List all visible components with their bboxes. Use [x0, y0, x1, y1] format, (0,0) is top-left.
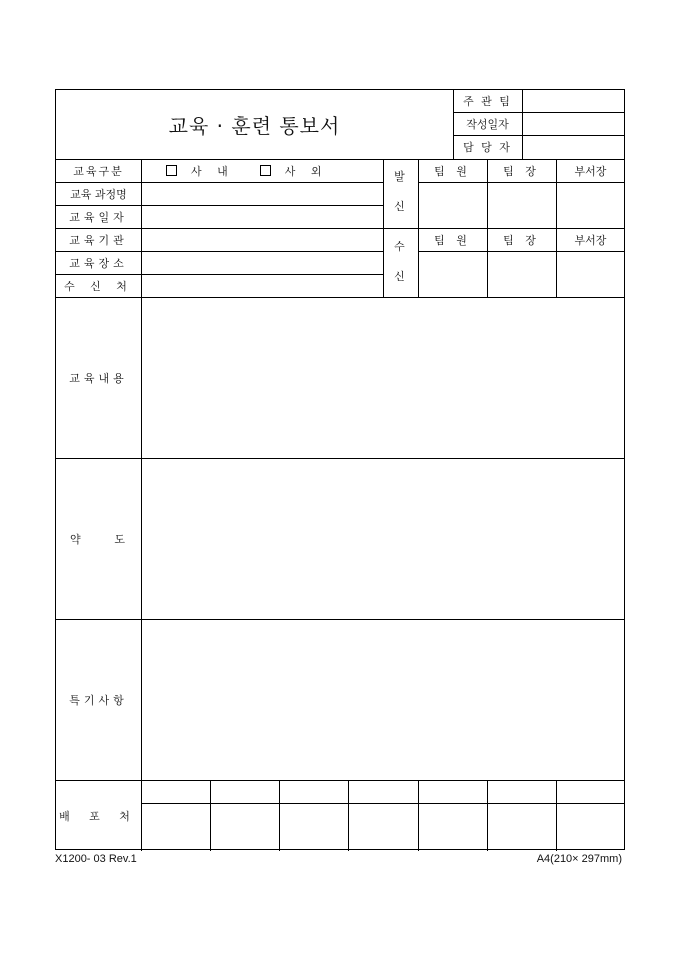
- header-label-team: 주 관 팀: [463, 95, 512, 108]
- send-col-member: 팀 원: [434, 164, 471, 178]
- receive-label-1: 수: [394, 240, 407, 253]
- divider: [56, 780, 625, 781]
- place-input[interactable]: [142, 252, 383, 274]
- label-map-1: 약: [70, 532, 83, 546]
- label-notes: 특기사항: [69, 693, 128, 707]
- label-date: 교육일자: [69, 210, 128, 224]
- date-input[interactable]: [142, 206, 383, 228]
- label-course: 교육 과정명: [70, 187, 127, 201]
- receive-col-member: 팀 원: [434, 233, 471, 247]
- header-label-manager: 담 당 자: [463, 141, 512, 154]
- divider: [556, 780, 557, 851]
- send-label-2: 신: [394, 200, 407, 213]
- send-col-leader: 팀 장: [503, 164, 540, 178]
- training-notice-form: [55, 89, 625, 850]
- institution-input[interactable]: [142, 229, 383, 251]
- receive-sign-member[interactable]: [419, 252, 487, 297]
- checkbox-internal[interactable]: [166, 165, 177, 176]
- send-label-1: 발: [394, 170, 407, 183]
- divider: [141, 803, 625, 804]
- label-distribution: 배 포 처: [59, 809, 138, 823]
- divider: [279, 780, 280, 851]
- label-institution: 교육기관: [69, 233, 128, 247]
- header-value-team[interactable]: [523, 90, 625, 112]
- receive-sign-leader[interactable]: [488, 252, 556, 297]
- receive-col-head: 부서장: [574, 233, 607, 247]
- divider: [348, 780, 349, 851]
- map-area[interactable]: [142, 459, 625, 619]
- form-code: X1200- 03 Rev.1: [55, 853, 137, 865]
- checkbox-external[interactable]: [260, 165, 271, 176]
- label-type: 교육구분: [73, 164, 124, 178]
- header-label-date: 작성일자: [466, 117, 509, 131]
- divider: [418, 780, 419, 851]
- label-recipient: 수 신 처: [64, 279, 133, 293]
- receive-col-leader: 팀 장: [503, 233, 540, 247]
- send-col-head: 부서장: [574, 164, 607, 178]
- content-area[interactable]: [142, 298, 625, 458]
- header-value-manager[interactable]: [523, 136, 625, 158]
- option-external-label: 사 외: [284, 164, 328, 178]
- header-value-date[interactable]: [523, 113, 625, 135]
- course-input[interactable]: [142, 183, 383, 205]
- label-map: [56, 458, 141, 619]
- paper-size: A4(210× 297mm): [536, 853, 622, 865]
- form-title: 교육 · 훈련 통보서: [168, 114, 341, 138]
- notes-area[interactable]: [142, 620, 625, 780]
- send-sign-head[interactable]: [557, 183, 625, 228]
- label-content: 교육내용: [69, 371, 128, 385]
- receive-label-2: 신: [394, 270, 407, 283]
- divider: [210, 780, 211, 851]
- send-sign-member[interactable]: [419, 183, 487, 228]
- receive-sign-head[interactable]: [557, 252, 625, 297]
- option-external[interactable]: [260, 163, 328, 179]
- recipient-input[interactable]: [142, 275, 383, 297]
- label-map-2: 도: [114, 532, 127, 546]
- send-sign-leader[interactable]: [488, 183, 556, 228]
- divider: [487, 780, 488, 851]
- option-internal[interactable]: [166, 163, 234, 179]
- label-place: 교육장소: [69, 256, 128, 270]
- type-options: [166, 159, 346, 182]
- option-internal-label: 사 내: [191, 164, 234, 178]
